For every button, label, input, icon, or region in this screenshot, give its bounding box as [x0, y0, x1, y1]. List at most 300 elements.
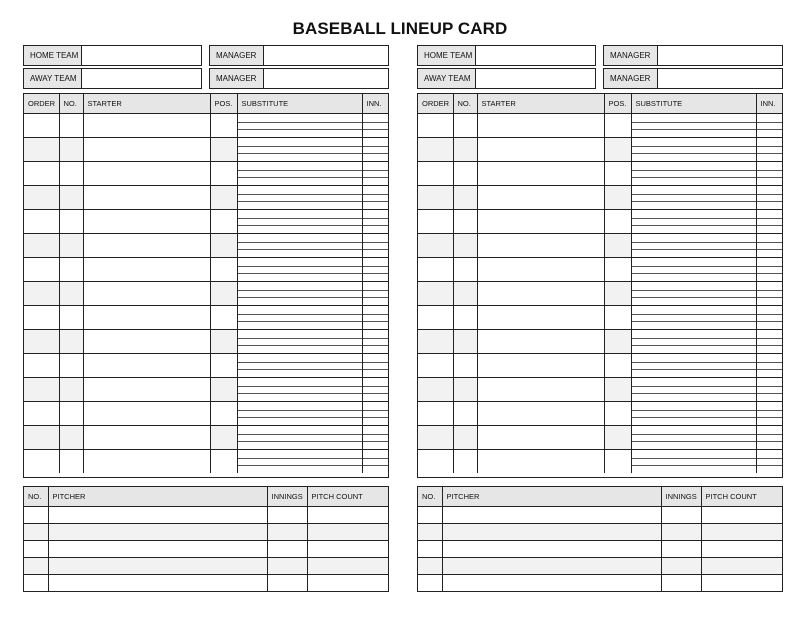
pitcher-number-cell[interactable] [24, 541, 48, 558]
substitute-lines [757, 186, 783, 209]
order-cell[interactable] [24, 186, 59, 210]
order-cell[interactable] [418, 306, 453, 330]
innings-cell[interactable] [756, 378, 782, 402]
substitute-cell[interactable] [237, 138, 362, 162]
pitcher-row [418, 541, 782, 558]
order-cell[interactable] [418, 162, 453, 186]
pitcher-row [418, 507, 782, 524]
position-cell[interactable] [210, 354, 237, 378]
substitute-cell[interactable] [631, 210, 756, 234]
substitute-cell[interactable] [631, 330, 756, 354]
position-cell[interactable] [604, 378, 631, 402]
innings-cell[interactable] [362, 210, 388, 234]
substitute-cell[interactable] [631, 306, 756, 330]
away-team-field[interactable] [82, 69, 201, 88]
substitute-cell[interactable] [237, 282, 362, 306]
order-cell[interactable] [24, 114, 59, 138]
pitch-count-cell[interactable] [701, 507, 782, 524]
substitute-header: SUBSTITUTE [237, 94, 362, 114]
lineup-row [418, 282, 782, 306]
home-manager-field[interactable] [658, 46, 782, 65]
order-cell[interactable] [418, 234, 453, 258]
pitch-count-cell[interactable] [307, 541, 388, 558]
position-cell[interactable] [210, 258, 237, 282]
substitute-lines [757, 330, 783, 353]
order-cell[interactable] [418, 426, 453, 450]
substitute-cell[interactable] [631, 426, 756, 450]
manager-label: MANAGER [210, 69, 264, 88]
pitcher-innings-cell[interactable] [267, 507, 307, 524]
substitute-cell[interactable] [631, 234, 756, 258]
number-cell[interactable] [453, 378, 477, 402]
starter-cell[interactable] [83, 450, 210, 474]
lineup-row [24, 234, 388, 258]
substitute-cell[interactable] [237, 162, 362, 186]
starter-cell[interactable] [477, 330, 604, 354]
number-cell[interactable] [453, 450, 477, 474]
lineup-row [418, 186, 782, 210]
pitcher-innings-cell[interactable] [661, 558, 701, 575]
number-cell[interactable] [59, 210, 83, 234]
pitcher-name-cell[interactable] [442, 575, 661, 592]
innings-cell[interactable] [362, 354, 388, 378]
innings-cell[interactable] [362, 426, 388, 450]
page-title: BASEBALL LINEUP CARD [292, 19, 508, 38]
number-cell[interactable] [59, 354, 83, 378]
starter-cell[interactable] [83, 162, 210, 186]
pitch-count-cell[interactable] [701, 541, 782, 558]
innings-cell[interactable] [756, 162, 782, 186]
pitcher-name-cell[interactable] [48, 524, 267, 541]
pitcher-name-cell[interactable] [48, 575, 267, 592]
pitcher-number-cell[interactable] [418, 541, 442, 558]
starter-cell[interactable] [83, 186, 210, 210]
position-cell[interactable] [210, 138, 237, 162]
starter-cell[interactable] [477, 450, 604, 474]
innings-cell[interactable] [362, 234, 388, 258]
substitute-lines [757, 306, 783, 329]
number-cell[interactable] [59, 114, 83, 138]
substitute-lines [632, 354, 756, 377]
lineup-row [24, 330, 388, 354]
order-cell[interactable] [418, 402, 453, 426]
pitch-count-cell[interactable] [701, 558, 782, 575]
number-cell[interactable] [59, 450, 83, 474]
innings-cell[interactable] [362, 306, 388, 330]
order-cell[interactable] [418, 330, 453, 354]
starter-cell[interactable] [477, 354, 604, 378]
starter-cell[interactable] [83, 306, 210, 330]
substitute-lines [632, 138, 756, 161]
lineup-row [418, 234, 782, 258]
lineup-row [418, 138, 782, 162]
substitute-lines [363, 210, 389, 233]
order-header: ORDER [418, 94, 453, 114]
lineup-row [418, 378, 782, 402]
pitcher-innings-cell[interactable] [267, 558, 307, 575]
number-cell[interactable] [453, 354, 477, 378]
pitch-count-cell[interactable] [307, 507, 388, 524]
order-cell[interactable] [24, 306, 59, 330]
pitcher-name-cell[interactable] [48, 558, 267, 575]
pitcher-number-cell[interactable] [418, 558, 442, 575]
substitute-lines [632, 330, 756, 353]
number-cell[interactable] [453, 282, 477, 306]
innings-cell[interactable] [756, 354, 782, 378]
innings-cell[interactable] [362, 330, 388, 354]
substitute-lines [363, 378, 389, 401]
substitute-cell[interactable] [237, 234, 362, 258]
order-cell[interactable] [24, 450, 59, 474]
manager-label: MANAGER [604, 69, 658, 88]
innings-header: INN. [756, 94, 782, 114]
order-cell[interactable] [418, 186, 453, 210]
starter-cell[interactable] [83, 210, 210, 234]
position-cell[interactable] [210, 330, 237, 354]
order-cell[interactable] [418, 114, 453, 138]
substitute-lines [238, 162, 362, 185]
starter-cell[interactable] [83, 138, 210, 162]
number-cell[interactable] [59, 330, 83, 354]
pitcher-innings-cell[interactable] [267, 524, 307, 541]
number-cell[interactable] [59, 402, 83, 426]
number-cell[interactable] [59, 138, 83, 162]
position-cell[interactable] [210, 306, 237, 330]
substitute-cell[interactable] [631, 138, 756, 162]
innings-cell[interactable] [362, 258, 388, 282]
pitcher-number-header: NO. [418, 487, 442, 507]
order-cell[interactable] [418, 210, 453, 234]
away-manager-field[interactable] [264, 69, 388, 88]
pitcher-number-cell[interactable] [418, 575, 442, 592]
substitute-cell[interactable] [631, 186, 756, 210]
substitute-cell[interactable] [631, 354, 756, 378]
number-cell[interactable] [453, 138, 477, 162]
starter-cell[interactable] [477, 306, 604, 330]
away-team-row [23, 68, 389, 89]
substitute-lines [632, 378, 756, 401]
innings-cell[interactable] [362, 186, 388, 210]
pitcher-innings-cell[interactable] [661, 507, 701, 524]
pitcher-number-cell[interactable] [24, 524, 48, 541]
substitute-lines [632, 282, 756, 305]
substitute-lines [757, 114, 783, 137]
home-team-field[interactable] [476, 46, 595, 65]
innings-cell[interactable] [362, 162, 388, 186]
innings-cell[interactable] [362, 138, 388, 162]
starter-cell[interactable] [477, 426, 604, 450]
position-cell[interactable] [604, 258, 631, 282]
position-cell[interactable] [604, 282, 631, 306]
home-team-field[interactable] [82, 46, 201, 65]
order-cell[interactable] [24, 162, 59, 186]
substitute-lines [238, 330, 362, 353]
number-cell[interactable] [453, 306, 477, 330]
pitch-count-cell[interactable] [307, 524, 388, 541]
number-cell[interactable] [453, 114, 477, 138]
pitcher-name-header: PITCHER [48, 487, 267, 507]
pitcher-row [418, 558, 782, 575]
order-cell[interactable] [24, 234, 59, 258]
position-cell[interactable] [604, 162, 631, 186]
number-cell[interactable] [59, 258, 83, 282]
order-cell[interactable] [418, 378, 453, 402]
pitch-count-cell[interactable] [307, 575, 388, 592]
lineup-header-row [418, 94, 782, 114]
innings-cell[interactable] [756, 426, 782, 450]
substitute-lines [757, 258, 783, 281]
position-cell[interactable] [604, 450, 631, 474]
lineup-row [24, 114, 388, 138]
substitute-cell[interactable] [237, 402, 362, 426]
substitute-cell[interactable] [631, 378, 756, 402]
position-cell[interactable] [210, 234, 237, 258]
position-cell[interactable] [604, 426, 631, 450]
lineup-row [418, 162, 782, 186]
position-header: POS. [604, 94, 631, 114]
position-cell[interactable] [604, 186, 631, 210]
number-cell[interactable] [453, 186, 477, 210]
order-cell[interactable] [24, 402, 59, 426]
substitute-lines [238, 186, 362, 209]
starter-cell[interactable] [83, 114, 210, 138]
substitute-lines [363, 426, 389, 449]
pitch-count-cell[interactable] [701, 575, 782, 592]
lineup-row [24, 210, 388, 234]
order-cell[interactable] [24, 138, 59, 162]
substitute-lines [238, 450, 362, 473]
starter-cell[interactable] [477, 186, 604, 210]
number-header: NO. [59, 94, 83, 114]
innings-cell[interactable] [756, 402, 782, 426]
pitcher-name-cell[interactable] [442, 541, 661, 558]
substitute-lines [757, 450, 783, 473]
number-cell[interactable] [453, 258, 477, 282]
number-cell[interactable] [59, 162, 83, 186]
innings-cell[interactable] [756, 234, 782, 258]
innings-cell[interactable] [362, 114, 388, 138]
innings-cell[interactable] [756, 138, 782, 162]
position-cell[interactable] [604, 210, 631, 234]
innings-cell[interactable] [362, 282, 388, 306]
starter-cell[interactable] [477, 162, 604, 186]
pitcher-number-cell[interactable] [418, 524, 442, 541]
substitute-lines [757, 354, 783, 377]
substitute-cell[interactable] [631, 450, 756, 474]
lineup-table [23, 93, 389, 478]
innings-cell[interactable] [756, 450, 782, 474]
position-cell[interactable] [604, 114, 631, 138]
substitute-cell[interactable] [237, 426, 362, 450]
innings-cell[interactable] [756, 114, 782, 138]
starter-cell[interactable] [477, 378, 604, 402]
lineup-row [24, 378, 388, 402]
innings-cell[interactable] [756, 186, 782, 210]
position-cell[interactable] [210, 210, 237, 234]
manager-label: MANAGER [210, 46, 264, 65]
order-cell[interactable] [418, 450, 453, 474]
pitch-count-cell[interactable] [307, 558, 388, 575]
pitcher-row [24, 524, 388, 541]
order-cell[interactable] [24, 258, 59, 282]
substitute-cell[interactable] [631, 402, 756, 426]
innings-header: INN. [362, 94, 388, 114]
number-cell[interactable] [453, 330, 477, 354]
substitute-cell[interactable] [237, 378, 362, 402]
pitcher-innings-cell[interactable] [661, 575, 701, 592]
away-team-field[interactable] [476, 69, 595, 88]
starter-cell[interactable] [83, 258, 210, 282]
order-cell[interactable] [24, 330, 59, 354]
substitute-cell[interactable] [237, 306, 362, 330]
innings-cell[interactable] [362, 450, 388, 474]
home-team-label: HOME TEAM [24, 46, 82, 65]
number-cell[interactable] [453, 210, 477, 234]
substitute-cell[interactable] [237, 354, 362, 378]
order-cell[interactable] [418, 138, 453, 162]
pitcher-number-cell[interactable] [24, 575, 48, 592]
innings-cell[interactable] [756, 330, 782, 354]
pitcher-innings-cell[interactable] [661, 524, 701, 541]
number-cell[interactable] [59, 282, 83, 306]
home-team-row [23, 45, 389, 66]
position-cell[interactable] [604, 402, 631, 426]
innings-cell[interactable] [756, 306, 782, 330]
number-cell[interactable] [453, 162, 477, 186]
pitcher-innings-cell[interactable] [267, 575, 307, 592]
pitcher-name-cell[interactable] [48, 507, 267, 524]
order-cell[interactable] [24, 210, 59, 234]
order-cell[interactable] [24, 282, 59, 306]
order-cell[interactable] [418, 354, 453, 378]
number-cell[interactable] [59, 306, 83, 330]
position-cell[interactable] [604, 330, 631, 354]
position-cell[interactable] [604, 354, 631, 378]
pitcher-name-cell[interactable] [442, 524, 661, 541]
home-team-row [417, 45, 783, 66]
innings-cell[interactable] [362, 378, 388, 402]
substitute-lines [238, 282, 362, 305]
starter-cell[interactable] [83, 354, 210, 378]
substitute-cell[interactable] [237, 258, 362, 282]
order-cell[interactable] [24, 378, 59, 402]
substitute-cell[interactable] [237, 186, 362, 210]
starter-header: STARTER [83, 94, 210, 114]
starter-cell[interactable] [83, 282, 210, 306]
pitcher-innings-header: INNINGS [267, 487, 307, 507]
lineup-row [24, 258, 388, 282]
pitcher-header-row [24, 487, 388, 507]
pitcher-number-cell[interactable] [418, 507, 442, 524]
away-manager-box [603, 68, 783, 89]
order-cell[interactable] [418, 282, 453, 306]
starter-cell[interactable] [477, 138, 604, 162]
pitch-count-header: PITCH COUNT [701, 487, 782, 507]
position-cell[interactable] [210, 162, 237, 186]
pitcher-row [24, 541, 388, 558]
starter-cell[interactable] [83, 426, 210, 450]
home-manager-field[interactable] [264, 46, 388, 65]
pitcher-name-cell[interactable] [48, 541, 267, 558]
lineup-row [418, 450, 782, 474]
position-cell[interactable] [210, 426, 237, 450]
pitcher-number-cell[interactable] [24, 558, 48, 575]
substitute-cell[interactable] [631, 162, 756, 186]
number-cell[interactable] [453, 234, 477, 258]
substitute-cell[interactable] [237, 114, 362, 138]
innings-cell[interactable] [756, 258, 782, 282]
away-team-box [417, 68, 596, 89]
innings-cell[interactable] [756, 282, 782, 306]
order-cell[interactable] [418, 258, 453, 282]
away-team-label: AWAY TEAM [24, 69, 82, 88]
position-cell[interactable] [210, 186, 237, 210]
pitcher-name-cell[interactable] [442, 507, 661, 524]
innings-cell[interactable] [756, 210, 782, 234]
innings-cell[interactable] [362, 402, 388, 426]
substitute-lines [238, 258, 362, 281]
starter-cell[interactable] [477, 402, 604, 426]
pitcher-innings-cell[interactable] [661, 541, 701, 558]
starter-cell[interactable] [83, 378, 210, 402]
number-cell[interactable] [59, 186, 83, 210]
number-cell[interactable] [59, 426, 83, 450]
position-cell[interactable] [604, 234, 631, 258]
home-team-label: HOME TEAM [418, 46, 476, 65]
starter-cell[interactable] [477, 258, 604, 282]
position-cell[interactable] [210, 114, 237, 138]
number-cell[interactable] [453, 402, 477, 426]
starter-cell[interactable] [477, 114, 604, 138]
pitcher-number-cell[interactable] [24, 507, 48, 524]
starter-cell[interactable] [83, 330, 210, 354]
substitute-cell[interactable] [631, 282, 756, 306]
order-cell[interactable] [24, 354, 59, 378]
starter-cell[interactable] [83, 234, 210, 258]
starter-cell[interactable] [477, 210, 604, 234]
starter-cell[interactable] [83, 402, 210, 426]
substitute-cell[interactable] [237, 210, 362, 234]
number-cell[interactable] [59, 378, 83, 402]
lineup-row [418, 210, 782, 234]
position-cell[interactable] [210, 450, 237, 474]
position-cell[interactable] [604, 138, 631, 162]
substitute-cell[interactable] [631, 258, 756, 282]
away-manager-field[interactable] [658, 69, 782, 88]
lineup-row [418, 354, 782, 378]
position-cell[interactable] [210, 282, 237, 306]
lineup-row [24, 282, 388, 306]
substitute-cell[interactable] [237, 450, 362, 474]
number-cell[interactable] [453, 426, 477, 450]
substitute-lines [363, 138, 389, 161]
substitute-cell[interactable] [631, 114, 756, 138]
position-cell[interactable] [210, 378, 237, 402]
number-cell[interactable] [59, 234, 83, 258]
substitute-lines [632, 258, 756, 281]
position-cell[interactable] [604, 306, 631, 330]
order-cell[interactable] [24, 426, 59, 450]
starter-cell[interactable] [477, 234, 604, 258]
pitcher-name-cell[interactable] [442, 558, 661, 575]
starter-cell[interactable] [477, 282, 604, 306]
substitute-cell[interactable] [237, 330, 362, 354]
lineup-row [24, 162, 388, 186]
position-cell[interactable] [210, 402, 237, 426]
pitcher-innings-cell[interactable] [267, 541, 307, 558]
substitute-lines [363, 354, 389, 377]
pitch-count-cell[interactable] [701, 524, 782, 541]
